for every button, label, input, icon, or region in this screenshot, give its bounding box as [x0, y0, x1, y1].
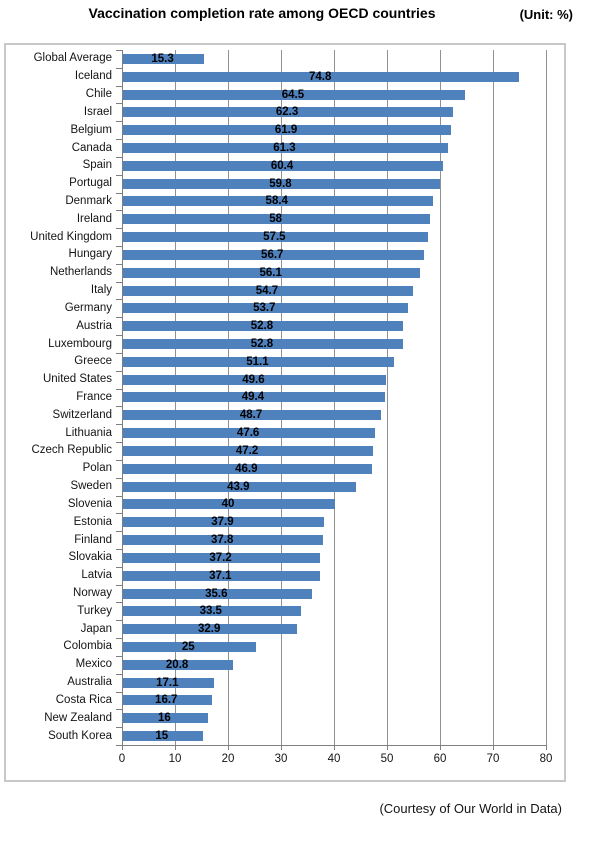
category-axis-tick [116, 745, 122, 746]
category-label: Chile [85, 88, 112, 101]
bar-value-label: 52.8 [250, 338, 274, 351]
category-label: Japan [80, 622, 112, 635]
category-label: Mexico [75, 658, 112, 671]
category-label: Iceland [74, 70, 112, 83]
category-label: Switzerland [52, 408, 112, 421]
bar-value-label: 43.9 [227, 480, 250, 493]
bar-value-label: 48.7 [239, 409, 263, 422]
bar-value-label: 62.3 [275, 106, 299, 119]
category-label: France [76, 390, 112, 403]
category-axis-tick [116, 567, 122, 568]
bar-value-label: 54.7 [255, 284, 279, 297]
bar-value-label: 47.2 [235, 444, 259, 457]
bar-value-label: 15 [155, 730, 169, 743]
bar-value-label: 49.6 [242, 373, 265, 386]
bar-value-label: 58.4 [265, 195, 288, 208]
category-axis-tick [116, 585, 122, 586]
category-label: Norway [73, 587, 112, 599]
bar-value-label: 60.4 [270, 159, 294, 172]
x-axis-label: 40 [327, 752, 341, 765]
category-axis-tick [116, 210, 122, 211]
category-axis-tick [116, 353, 122, 354]
gridline [493, 50, 494, 745]
category-axis-tick [116, 406, 122, 407]
category-axis-tick [116, 86, 122, 87]
category-label: Hungary [68, 248, 112, 261]
bar-value-label: 20.8 [165, 658, 189, 671]
bar-value-label: 61.3 [273, 142, 296, 154]
bar-value-label: 33.5 [199, 605, 222, 618]
bar-value-label: 32.9 [197, 623, 221, 636]
category-axis-tick [116, 602, 122, 603]
x-axis-label: 60 [433, 752, 447, 765]
category-label: Sweden [70, 480, 112, 493]
category-axis-tick [116, 549, 122, 550]
category-label: Slovakia [68, 551, 112, 564]
category-label: Estonia [73, 515, 112, 528]
bar-value-label: 46.9 [235, 462, 258, 475]
category-label: Spain [82, 159, 112, 172]
category-axis-tick [116, 299, 122, 300]
category-axis-tick [116, 139, 122, 140]
credit-text: (Courtesy of Our World in Data) [379, 801, 562, 816]
category-label: Netherlands [49, 266, 112, 279]
bar-value-label: 16 [157, 712, 171, 725]
category-label: Belgium [70, 123, 112, 136]
category-axis-tick [116, 50, 122, 51]
category-axis-tick [116, 103, 122, 104]
category-axis-tick [116, 228, 122, 229]
gridline [387, 50, 388, 745]
bar-value-label: 59.8 [269, 177, 292, 190]
category-axis-tick [116, 389, 122, 390]
x-axis-label: 30 [274, 752, 288, 765]
x-axis-label: 50 [380, 752, 394, 765]
category-label: Ireland [76, 212, 112, 225]
category-axis-tick [116, 68, 122, 69]
category-axis-tick [116, 264, 122, 265]
category-label: Costa Rica [55, 693, 112, 706]
bar-value-label: 53.7 [253, 302, 276, 315]
x-axis-label: 80 [539, 752, 553, 765]
category-axis-tick [116, 620, 122, 621]
bar-value-label: 37.8 [210, 534, 234, 547]
bar-value-label: 37.1 [209, 569, 232, 582]
bar-value-label: 17.1 [156, 676, 179, 689]
category-label: Australia [67, 676, 112, 689]
category-axis-tick [116, 531, 122, 532]
category-axis-tick [116, 727, 122, 728]
bar-value-label: 16.7 [155, 694, 178, 707]
category-label: Turkey [77, 604, 112, 617]
gridline [440, 50, 441, 745]
category-axis-tick [116, 496, 122, 497]
category-label: United States [42, 373, 112, 386]
bar-value-label: 58 [269, 213, 283, 226]
category-axis-tick [116, 442, 122, 443]
category-label: Global Average [33, 52, 112, 65]
chart-title: Vaccination completion rate among OECD countries [88, 5, 436, 21]
category-axis-tick [116, 424, 122, 425]
category-axis-tick [116, 121, 122, 122]
bar-value-label: 64.5 [281, 88, 305, 101]
category-label: Luxembourg [48, 337, 112, 350]
category-axis-tick [116, 692, 122, 693]
bar-value-label: 25 [181, 640, 195, 653]
category-label: Israel [83, 105, 112, 118]
bar-value-label: 61.9 [274, 124, 298, 137]
category-axis-tick [116, 674, 122, 675]
bar-value-label: 56.7 [261, 248, 284, 261]
category-label: South Korea [48, 729, 112, 742]
category-axis-tick [116, 478, 122, 479]
x-axis-label: 10 [168, 752, 182, 765]
category-axis-tick [116, 371, 122, 372]
x-axis-label: 0 [118, 752, 126, 765]
gridline [546, 50, 547, 745]
bar-value-label: 51.1 [246, 355, 269, 368]
category-label: Latvia [81, 569, 112, 582]
category-axis-tick [116, 193, 122, 194]
bar-value-label: 40 [221, 498, 235, 511]
bar-value-label: 37.9 [211, 516, 234, 529]
bar-value-label: 47.6 [236, 427, 260, 440]
category-axis-tick [116, 246, 122, 247]
bar-value-label: 37.2 [209, 551, 232, 564]
bar-value-label: 57.5 [263, 231, 286, 244]
category-label: Germany [64, 301, 112, 314]
bar-value-label: 74.8 [309, 70, 332, 83]
category-label: Polan [82, 462, 112, 475]
category-axis-tick [116, 157, 122, 158]
category-label: Czech Republic [31, 444, 112, 457]
category-label: New Zealand [44, 711, 112, 724]
category-label: Canada [71, 141, 112, 154]
category-label: Italy [90, 284, 112, 297]
category-label: United Kingdom [30, 230, 112, 243]
unit-label: (Unit: %) [519, 7, 573, 22]
category-label: Portugal [69, 177, 112, 190]
category-label: Denmark [65, 194, 112, 207]
category-label: Finland [74, 533, 112, 546]
category-axis-tick [116, 460, 122, 461]
category-axis-tick [116, 317, 122, 318]
category-label: Lithuania [65, 426, 112, 439]
category-axis-tick [116, 656, 122, 657]
category-label: Austria [76, 319, 112, 332]
bar-value-label: 49.4 [241, 391, 265, 404]
x-axis-label: 20 [221, 752, 235, 765]
bar-value-label: 52.8 [250, 320, 274, 333]
bar-value-label: 56.1 [259, 266, 282, 279]
category-axis-tick [116, 638, 122, 639]
category-label: Slovenia [67, 497, 112, 510]
category-label: Greece [74, 355, 112, 368]
category-axis-tick [116, 175, 122, 176]
category-axis-tick [116, 513, 122, 514]
value-axis-line [122, 745, 547, 746]
bar-value-label: 15.3 [151, 52, 174, 65]
x-axis-label: 70 [486, 752, 500, 765]
category-axis-tick [116, 282, 122, 283]
category-axis-tick [116, 335, 122, 336]
category-axis-tick [116, 709, 122, 710]
bar-value-label: 35.6 [205, 587, 228, 600]
category-label: Colombia [63, 640, 112, 653]
